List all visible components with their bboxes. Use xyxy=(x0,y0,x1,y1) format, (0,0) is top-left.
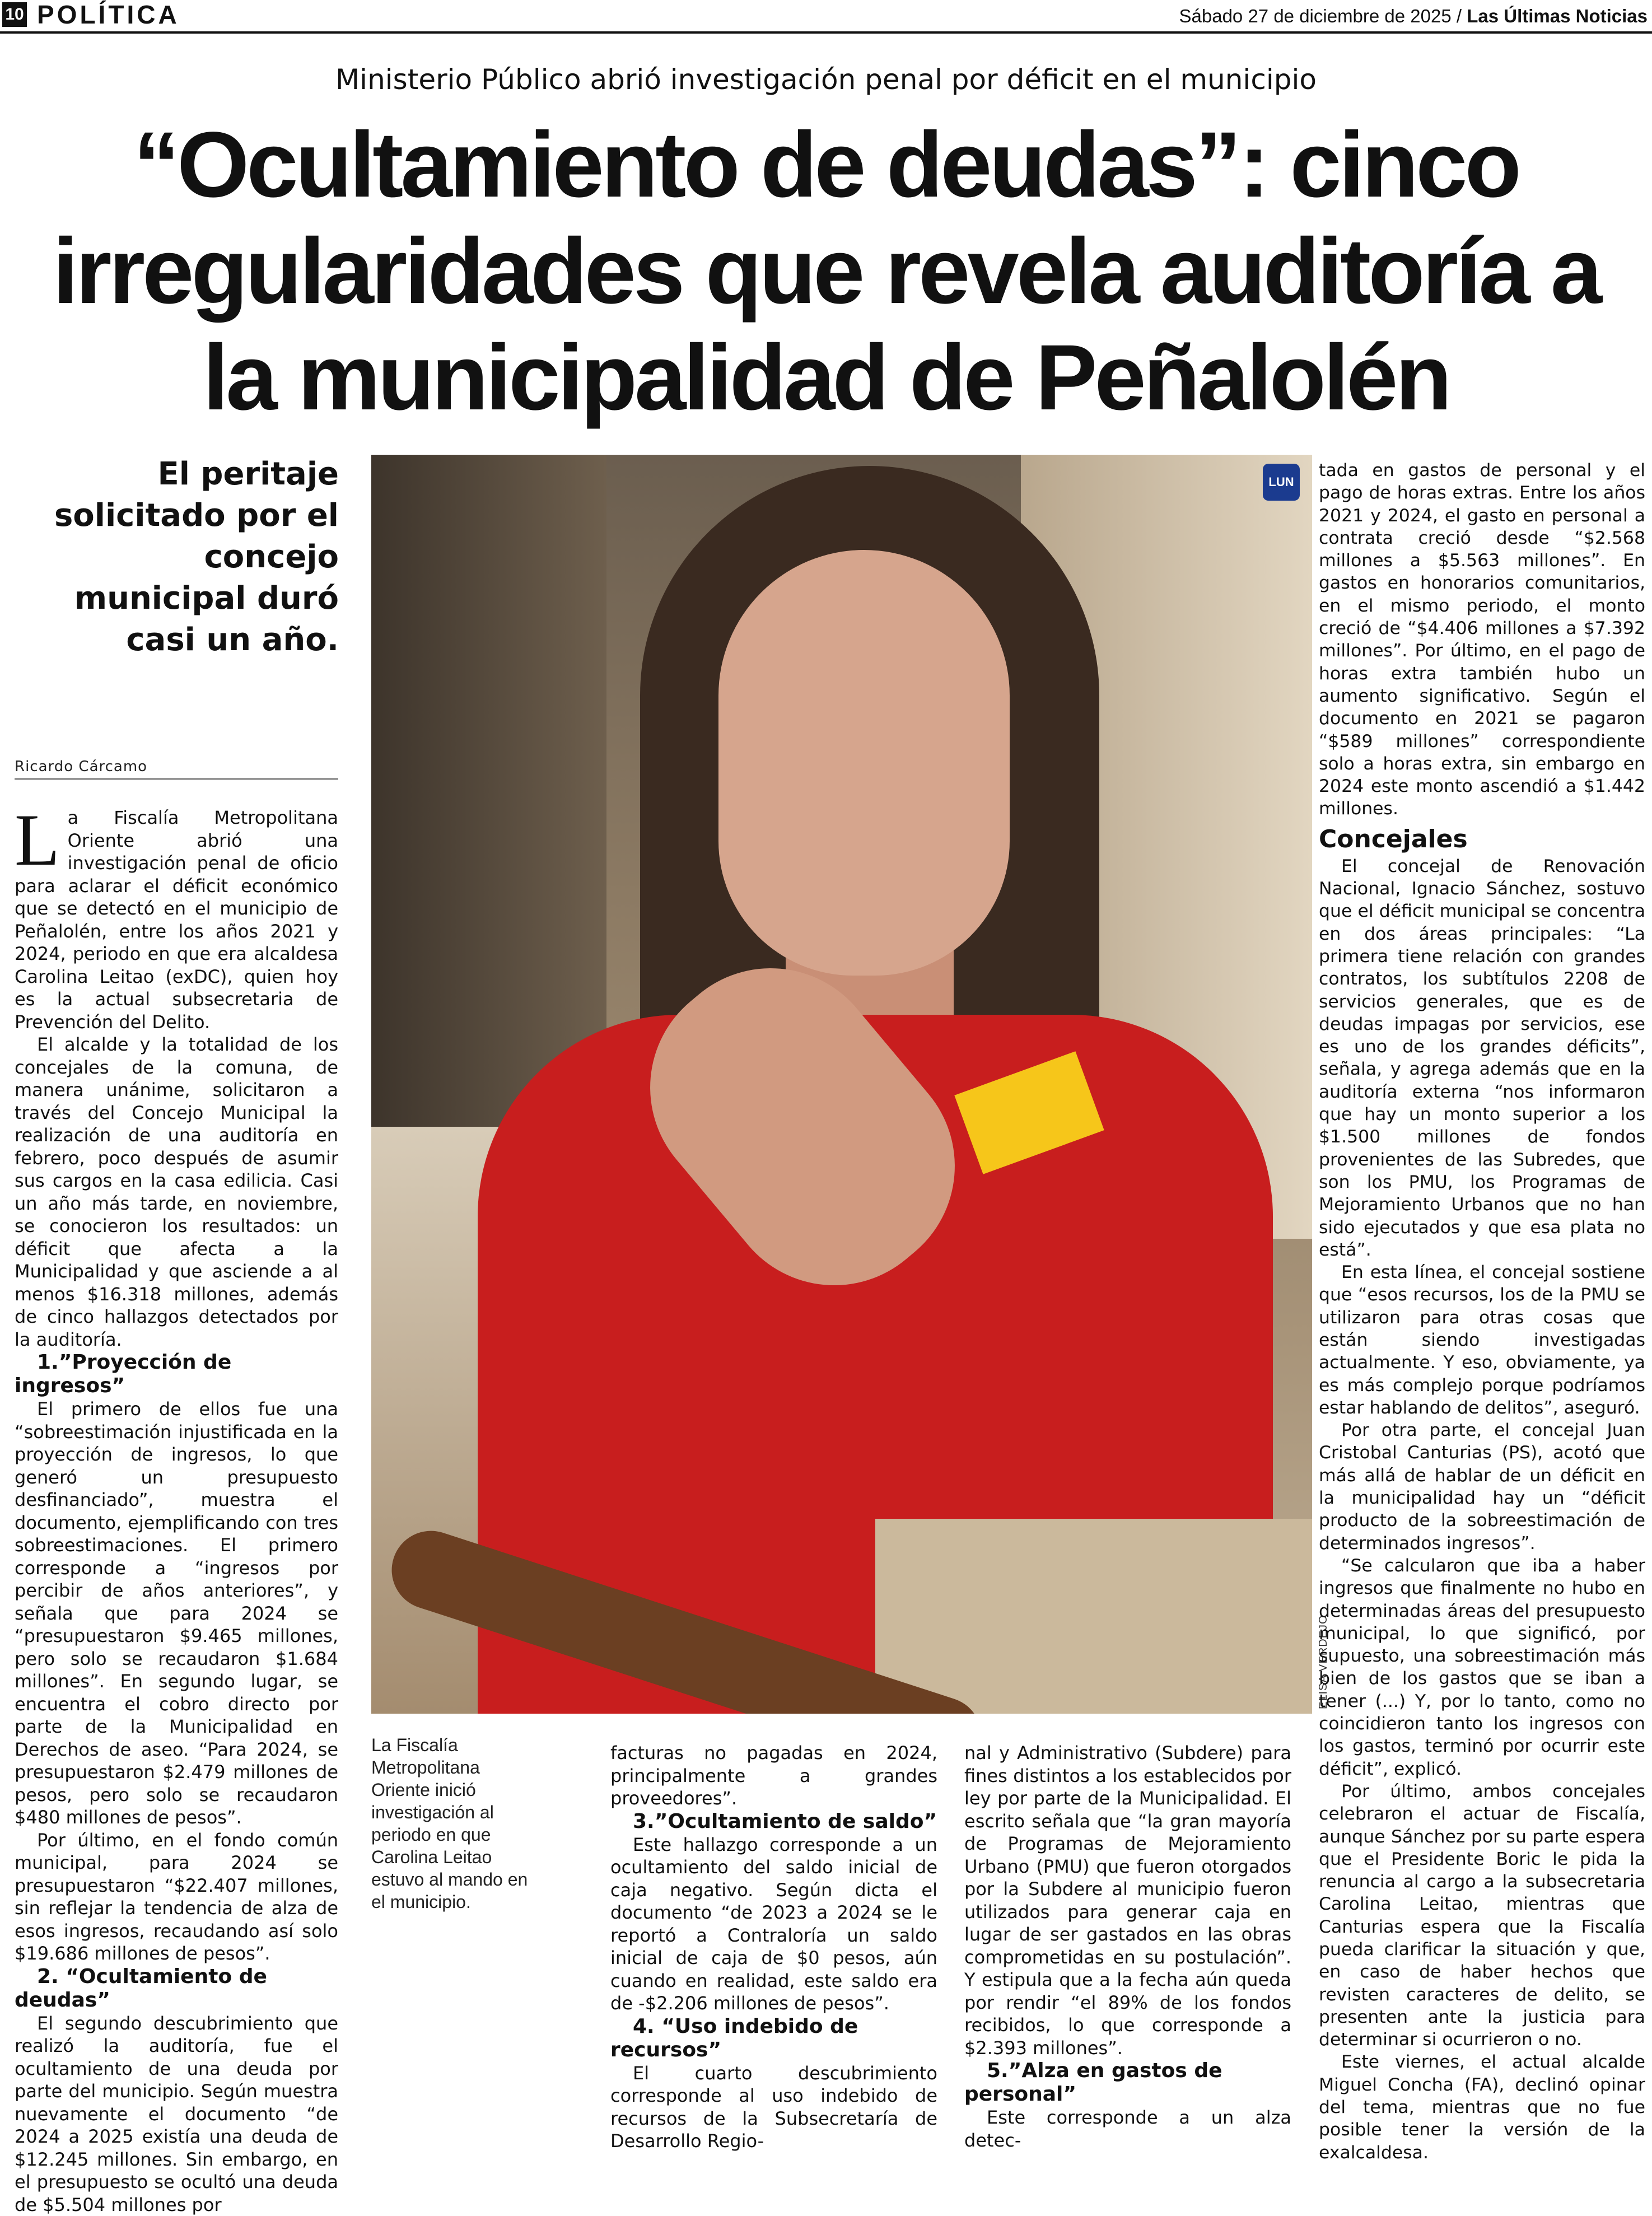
body-paragraph: “Se calcularon que iba a haber ingresos que finalmente no hubo en determinadas áreas del presupuesto municipal, lo que significó, por supuesto, una sobreestimación más bien de los gastos que se iban a tener (...) Y, por lo tanto, como no coincidieron tanto los ingresos con los gastos, terminó por ocurrir este déficit”, explicó. xyxy=(1319,1555,1645,1780)
article-photo xyxy=(371,455,1312,1714)
body-paragraph: Este viernes, el actual alcalde Miguel Concha (FA), declinó opinar del tema, mientras que no fue posible tener la versión de la exalcaldesa. xyxy=(1319,2051,1645,2163)
body-paragraph: tada en gastos de personal y el pago de horas extras. Entre los años 2021 y 2024, el gasto en personal a contrata creció desde “$2.568 millones a $5.563 millones”. En gastos en honorarios comunitarios, en el mismo periodo, el monto creció de “$4.406 millones a $7.392 millones”. Por último, en el pago de horas extra también hubo un aumento significativo. Según el documento en 2021 se pagaron “$589 millones” correspondiente solo a horas extra, sin embargo en 2024 este monto ascendió a $1.442 millones. xyxy=(1319,459,1645,820)
body-paragraph: Este hallazgo corresponde a un ocultamiento del saldo inicial de caja negativo. Según dicta el documento “de 2023 a 2024 se le reportó a Contraloría un saldo inicial de caja de $0 pesos, aún cuando en realidad, este saldo era de -$2.206 millones de pesos”. xyxy=(610,1834,937,2015)
lead-paragraph xyxy=(15,806,338,1033)
body-paragraph: En esta línea, el concejal sostiene que “esos recursos, los de la PMU se utilizaron para otras cosas que están siendo investigadas actualmente. Y eso, obviamente, ya es más complejo porque podríamos estar hablando de delitos”, aseguró. xyxy=(1319,1261,1645,1419)
body-paragraph: Por último, ambos concejales celebraron el actuar de Fiscalía, aunque Sánchez por su parte espera que el Presidente Boric le pida la renuncia al cargo a la subsecretaria Carolina Leitao, mientras que Canturias espera que la Fiscalía pueda clarificar la situación y que, en caso de haber hechos que revisten caracteres de delito, se presenten ante la justicia para determinar si ocurrieron o no. xyxy=(1319,1780,1645,2051)
lun-logo: LUN xyxy=(1263,464,1300,501)
body-paragraph: nal y Administrativo (Subdere) para fines distintos a los establecidos por ley por parte de la Municipalidad. El escrito señala que “la gran mayoría de Programas de Mejoramiento Urbano (PMU) que fueron otorgados por la Subdere al municipio fueron utilizados para generar caja en lugar de ser gastados en las obras comprometidas en su postulación”. Y estipula que a la fecha aún queda por rendir “el 89% de los fondos recibidos, lo que corresponde a $2.393 millones”. xyxy=(964,1742,1291,2059)
issue-date: Sábado 27 de diciembre de 2025 xyxy=(1179,6,1452,26)
column-3 xyxy=(964,1742,1291,2152)
body-paragraph: facturas no pagadas en 2024, principalmente a grandes proveedores”. xyxy=(610,1742,937,1810)
lead-text: a Fiscalía Metropolitana Oriente abrió una investigación penal de oficio para aclarar el déficit económico que se detectó en el municipio de Peñalolén, entre los años 2021 y 2024, periodo en que era alcaldesa Carolina Leitao (exDC), quien hoy es la actual subsecretaria de Prevención del Delito. xyxy=(15,807,338,1033)
subhead-4: 4. “Uso indebido de recursos” xyxy=(610,2015,937,2062)
subhead-3: 3.”Ocultamiento de saldo” xyxy=(610,1810,937,1834)
column-1 xyxy=(15,806,338,2216)
body-paragraph: El concejal de Renovación Nacional, Ignacio Sánchez, sostuvo que el déficit municipal se concentra en dos áreas principales: “La primera tiene relación con grandes contratos, los subtítulos 2208 de servicios generales, que es de deudas impagas por servicios, ese es uno de los grandes déficits”, señala, y agrega además que en la auditoría externa “nos informaron que hay un monto superior a los $1.500 millones de fondos provenientes de las Subredes, que son los PMU, los Programas de Mejoramiento Urbanos que no han sido ejecutados y que esa plata no está”. xyxy=(1319,855,1645,1261)
page-header xyxy=(0,0,1652,31)
column-4 xyxy=(1319,459,1645,2164)
body-paragraph: Por último, en el fondo común municipal, para 2024 se presupuestaron “$22.407 millones, sin reflejar la tendencia de alza de esos ingresos, recaudando así solo $19.686 millones de pesos”. xyxy=(15,1829,338,1965)
byline: Ricardo Cárcamo xyxy=(15,755,338,780)
photo-credit: ELISA VERDEJO xyxy=(1316,1615,1331,1709)
subhead-2: 2. “Ocultamiento de deudas” xyxy=(15,1965,338,2012)
kicker: Ministerio Público abrió investigación penal por déficit en el municipio xyxy=(0,57,1652,102)
header-rule xyxy=(0,31,1652,34)
section-title: POLÍTICA xyxy=(37,0,180,30)
photo-caption: La Fiscalía Metropolitana Oriente inició investigación al periodo en que Carolina Leitao estuvo al mando en el municipio. xyxy=(371,1734,539,1913)
deck: El peritaje solicitado por el concejo municipal duró casi un año. xyxy=(22,454,339,661)
drop-cap: L xyxy=(15,809,60,871)
body-paragraph: El segundo descubrimiento que realizó la auditoría, fue el ocultamiento de una deuda por parte del municipio. Según muestra nuevamente el documento “de 2024 a 2025 existía una deuda de $12.245 millones. Sin embargo, en el presupuesto se ocultó una deuda de $5.504 millones por xyxy=(15,2012,338,2216)
dateline xyxy=(1179,3,1648,29)
page-number: 10 xyxy=(2,2,27,27)
subhead-1: 1.”Proyección de ingresos” xyxy=(15,1351,338,1398)
photo-face xyxy=(718,550,1010,976)
column-2 xyxy=(610,1742,937,2153)
newspaper-name: Las Últimas Noticias xyxy=(1467,6,1648,26)
body-paragraph: El cuarto descubrimiento corresponde al uso indebido de recursos de la Subsecretaría de Desarrollo Regio- xyxy=(610,2062,937,2153)
dateline-separator: / xyxy=(1457,6,1462,26)
body-paragraph: Este corresponde a un alza detec- xyxy=(964,2106,1291,2152)
subhead-concejales: Concejales xyxy=(1319,824,1645,855)
subhead-5: 5.”Alza en gastos de personal” xyxy=(964,2059,1291,2106)
headline: “Ocultamiento de deudas”: cinco irregularidades que revela auditoría a la municipalidad de Peñalolén xyxy=(34,112,1618,431)
body-paragraph: El primero de ellos fue una “sobreestimación injustificada en la proyección de ingresos, lo que generó un presupuesto desfinanciado”, muestra el documento, ejemplificando con tres sobreestimaciones. El primero corresponde a “ingresos por percibir de años anteriores”, y señala que para 2024 se “presupuestaron $9.465 millones, pero solo se recaudaron $1.684 millones”. En segundo lugar, se encuentra el cobro directo por parte de la Municipalidad en Derechos de aseo. “Para 2024, se presupuestaron $2.479 millones de pesos, pero solo se recaudaron $480 millones de pesos”. xyxy=(15,1398,338,1829)
body-paragraph: El alcalde y la totalidad de los concejales de la comuna, de manera unánime, solicitaron a través del Concejo Municipal la realización de una auditoría en febrero, poco después de asumir sus cargos en la casa edilicia. Casi un año más tarde, en noviembre, se conocieron los resultados: un déficit que afecta a la Municipalidad y que asciende a al menos $16.318 millones, además de cinco hallazgos detectados por la auditoría. xyxy=(15,1033,338,1351)
body-paragraph: Por otra parte, el concejal Juan Cristobal Canturias (PS), acotó que más allá de hablar de un déficit en la municipalidad hay un “déficit producto de la sobreestimación de determinados ingresos”. xyxy=(1319,1419,1645,1555)
photo-pants xyxy=(875,1519,1312,1714)
